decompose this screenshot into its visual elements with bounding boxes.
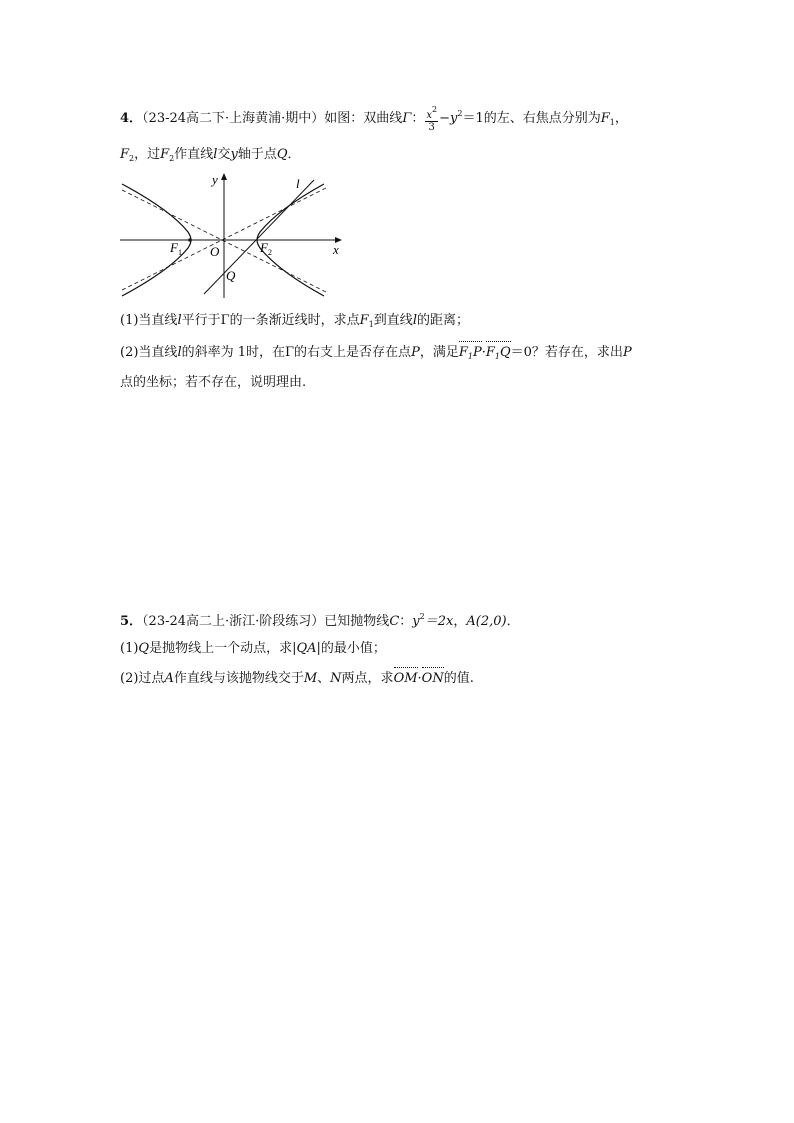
period: ． [287,147,301,162]
text: 作直线与该抛物线交于 [173,671,304,686]
abs-QA: |QA| [292,641,321,656]
line-l: l [177,313,182,328]
Q-figure-label: Q [226,268,236,283]
F2-sub-b: 2 [169,154,175,163]
problem5-number: 5． [120,614,143,629]
problem5-source: （23-24高二上·浙江·阶段练习） [142,614,325,629]
text: 是抛物线上一个动点，求 [149,641,293,656]
C-label: C [389,614,400,629]
text: 的斜率为 1时，在 [181,345,286,360]
equals-zero: ＝0 [510,345,532,360]
Q-point: Q [138,641,150,656]
text: ，过 [134,147,161,162]
colon: ： [411,111,425,126]
F-sub: 1 [368,320,374,329]
problem5-q1 [120,640,386,658]
problem5-title-line [120,608,520,631]
line-l-label: l [296,176,300,191]
problem4-q1 [120,312,469,334]
P-point: P [622,345,632,360]
text: ，满足 [419,345,459,360]
line-l: l [177,345,182,360]
text: 的值. [443,671,474,686]
text: 的最小值； [320,641,386,656]
comma: ， [453,614,467,629]
eq-exp: 2 [419,612,425,621]
problem4-number: 4． [120,111,143,126]
text: ？若存在，求出 [531,345,623,360]
gamma-symbol: Γ [220,313,230,328]
eq-rhs: ＝2x [424,614,454,629]
q2-label: (2) [120,671,139,686]
F2-label-b: F [160,147,170,162]
problem4-title-line [120,104,628,133]
problem4-intro: 如图：双曲线 [324,111,403,126]
dot-operator: · [417,671,422,686]
y-exponent: 2 [457,109,463,118]
line-l: l [412,313,417,328]
y-var: y [230,147,238,162]
text: 到直线 [373,313,413,328]
point-A: A [164,671,174,686]
F1-figure-label: F [170,240,178,255]
F-label: F [359,313,369,328]
gamma-symbol: Γ [285,345,295,360]
minus-y: −y [439,111,458,126]
gamma-symbol: Γ [402,111,412,126]
q2-label: (2) [120,345,139,360]
F1-sub: 1 [609,118,615,127]
problem4-line2 [120,146,301,168]
Q-point: Q [276,147,288,162]
fraction-x2-over-3: $\frac{x^2}{3}$ [426,105,438,133]
q1-label: (1) [120,313,139,328]
vector-F1Q: $F_1Q$ [486,344,511,366]
problem4-q2 [120,344,632,366]
text: 当直线 [138,345,178,360]
text: 的一条渐近线时，求点 [229,313,360,328]
problem5-q2 [120,670,474,688]
text: 交 [217,147,231,162]
problem4-source: （23-24高二下·上海黄浦·期中） [142,111,325,126]
text: 当直线 [138,313,178,328]
text: 的距离； [416,313,469,328]
hyperbola-figure [118,170,348,300]
vector-F1P: $F_1P$ [459,344,482,366]
F2-figure-label: F [260,240,268,255]
text: 过点 [138,671,165,686]
problem4-q2-line2 [120,374,306,392]
problem5-intro: 已知抛物线 [324,614,390,629]
vector-OM: OM [393,671,418,686]
point-N: N [330,671,342,686]
equals-one: ＝1 [462,111,484,126]
line-l [204,180,314,294]
F2-figure-sub: 2 [268,248,272,257]
F1-figure-sub: 1 [178,248,182,257]
text: 平行于 [181,313,221,328]
eq-y: y [412,614,420,629]
text: 两点，求 [341,671,394,686]
line-l: l [213,147,218,162]
q1-label: (1) [120,641,139,656]
text: 点的坐标；若不存在，说明理由. [120,375,307,390]
text: 的右支上是否存在点 [294,345,412,360]
text: 作直线 [174,147,214,162]
focus-F1-dot [188,238,192,242]
vector-ON: ON [421,671,444,686]
comma: ， [614,111,628,126]
P-point: P [411,345,420,360]
F2-label: F [120,147,130,162]
period: ． [506,614,520,629]
y-axis-label: y [212,172,218,187]
text: 轴于点 [237,147,277,162]
dot-operator: · [481,345,486,360]
F2-sub: 2 [129,154,135,163]
x-axis-label: x [333,242,339,257]
origin-label: O [210,244,220,259]
F1-label: F [600,111,610,126]
point-M: M [303,671,318,686]
y-axis-arrow [221,173,227,180]
point-A: A(2,0) [466,614,507,629]
colon: ： [399,614,413,629]
problem4-intro-tail: 的左、右焦点分别为 [483,111,601,126]
separator: 、 [317,671,331,686]
